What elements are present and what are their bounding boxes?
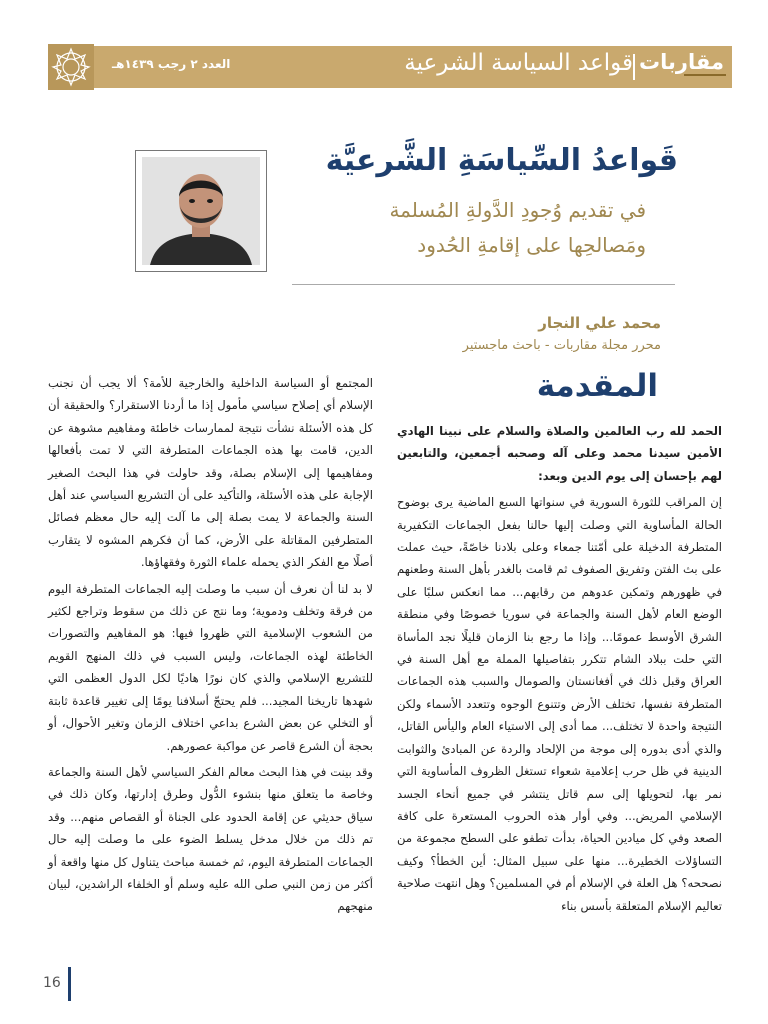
- article-subtitle-line1: في تقديم وُجودِ الدَّولةِ المُسلمة: [389, 198, 646, 222]
- geometric-ornament-icon: [48, 44, 94, 90]
- body-paragraph: إن المراقب للثورة السورية في سنواتها السبع الماضية يرى بوضوح الحالة المأساوية التي وصلت إليها حالنا بفعل الجماعات التكفيرية المتطرفة الدخيلة على أمّتنا جمعاء وعلى بلادنا خاصّةً، حيث عملت على بث الفتن وتفريق الصفوف ثم قامت بالغدر بأهل السنة وطعنهم في ظهورهم وتمكين عدوهم من رقابهم... مما انعكس سلبًا على الوضع العام لأهل السنة والجماعة في سوريا خصوصًا وفي منطقة الشرق الأوسط عمومًا... وإذا ما رجع بنا الزمان قليلًا نجد المأساة التي حلت ببلاد الشام تتكرر بتفاصيلها المملة مع أهل السنة في العراق وقبل ذلك في أفغانستان والصومال والسبب هذه الجماعات المتطرفة نفسها، تختلف الأرض وتتنوع الوجوه وتتعدد الأسماء ولكن النتيجة واحدة لا تختلف... مما أدى إلى الاستياء العام واليأس القاتل، والذي أدى بدوره إلى موجة من الإلحاد والردة عن المبادئ والثوابت الدينية في ظل حرب إعلامية شعواء تستغل الظروف المأساوية التي نمر بها، لتحويلها إلى سم قاتل ينتشر في جميع أنحاء الجسد الإسلامي المريض... وفي أوار هذه الحروب المستعرة على كافة الصعد وفي كل ميادين الحياة، بدأت تطفو على السطح مجموعة من التساؤلات الخطيرة... منها على سبيل المثال: أين الخطأ؟ وكيف نصححه؟ هل العلة في الإسلام أم في المسلمين؟ وهل انتهت صلاحية تعاليم الإسلام المتعلقة بأسس بناء: [397, 495, 722, 913]
- author-photo: [142, 157, 260, 265]
- intro-heading: المقدمة: [536, 368, 658, 404]
- author-photo-frame: [135, 150, 267, 272]
- author-role: محرر مجلة مقاربات - باحث ماجستير: [462, 338, 661, 353]
- page-number-bar: [68, 967, 71, 1001]
- magazine-logo: مقاربات: [639, 50, 724, 74]
- author-portrait-icon: [142, 157, 260, 265]
- body-paragraph: المجتمع أو السياسة الداخلية والخارجية للأمة؟ ألا يجب أن نجنب الإسلام أي إصلاح سياسي مأمول إذا ما أردنا الاستقرار؟ والحقيقة أن كل هذه الأسئلة نشأت نتيجة لممارسات خاطئة ومفاهيم مشوهة عن الدين، قامت بها هذه الجماعات المتطرفة التي لا تمت بأفعالها ومفاهيمها إلى الإسلام بصلة، وقد حاولت في هذا البحث الصغير الإجابة على هذه الأسئلة، والتأكيد على أن التشريع السياسي عند أهل السنة والجماعة لا يمت بصلة إلى ما آلت إليه حال معظم فصائل المتطرفين المقاتلة على الأرض، كما أن فكرهم المشوه لا يتقارب أصلًا مع الفكر الذي يحمله علماء الثورة وفقهاؤها.: [48, 376, 373, 570]
- logo-underline: [684, 74, 726, 76]
- author-name: محمد علي النجار: [538, 314, 661, 332]
- article-title: قَواعدُ السِّياسَةِ الشَّرعيَّة: [325, 143, 678, 178]
- issue-label: العدد ٢ رجب ١٤٣٩هـ: [112, 57, 231, 71]
- right-column: [397, 420, 722, 917]
- article-subtitle-line2: ومَصالحِها على إقامةِ الحُدود: [417, 233, 646, 257]
- opening-paragraph: الحمد لله رب العالمين والصلاة والسلام على نبينا الهادي الأمين سيدنا محمد وعلى آله وصحبه أجمعين، والتابعين لهم بإحسان إلى يوم الدين وبعد:: [397, 424, 722, 483]
- body-paragraph: لا بد لنا أن نعرف أن سبب ما وصلت إليه الجماعات المتطرفة اليوم من فرقة وتخلف ودموية؛ وما نتج عن ذلك من سقوط وتراجع لكثير من الشعوب الإسلامية التي ظهروا فيها: هو المفاهيم والتصورات الخاطئة لهذه الجماعات، وليس السبب في ذلك المنهج القويم للتشريع الإسلامي والذي كان نورًا هاديًا لكل الدول العظمى التي شهدها تاريخنا المجيد... فلم يحتجّ أسلافنا يومًا إلى تغيير قاعدة ثابتة أو التخلي عن بعض الشرع بداعي اختلاف الزمان وتغير الأحوال، أو بحجة أن الشرع قاصر عن مواكبة عصورهم.: [48, 581, 373, 753]
- left-column: [48, 372, 373, 918]
- section-title: قواعد السياسة الشرعية: [404, 50, 633, 76]
- page-number: 16: [43, 975, 61, 991]
- title-divider: [292, 284, 675, 285]
- header-separator: [633, 54, 635, 80]
- body-paragraph: وقد بينت في هذا البحث معالم الفكر السياسي لأهل السنة والجماعة وخاصة ما يتعلق منها بنشوء الدُّول وطرق إدارتها، وكان ذلك في سياق حديثي عن إقامة الحدود على الجناة أو القصاص منهم... وقد تم ذلك من خلال مدخل يسلط الضوء على ما وصلت إليه حال الجماعات المتطرفة اليوم، ثم خمسة مباحث يتناول كل منها واقعة أو أكثر من زمن النبي صلى الله عليه وسلم أو الخلفاء الراشدين، لبيان منهجهم: [48, 764, 373, 914]
